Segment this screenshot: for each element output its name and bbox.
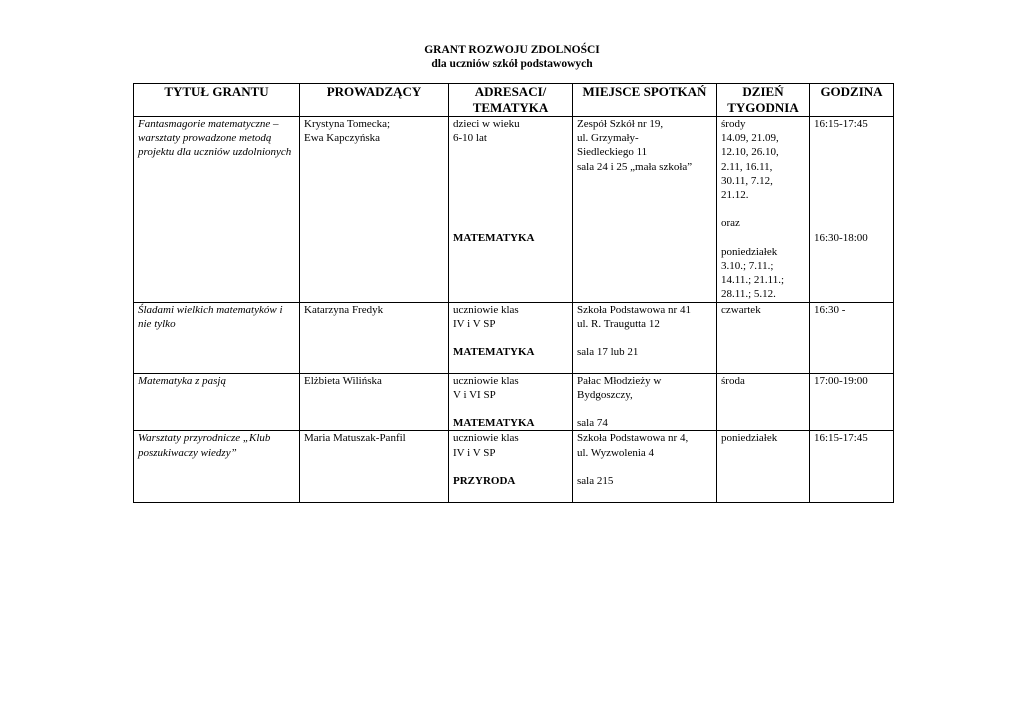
- time-cell: [810, 117, 894, 303]
- day-text: oraz: [721, 217, 740, 230]
- time-cell: [810, 431, 894, 503]
- day-text: 3.10.; 7.11.;: [721, 260, 774, 272]
- place-cell: [573, 302, 717, 373]
- header-place: [573, 84, 717, 117]
- document-title: GRANT ROZWOJU ZDOLNOŚCI: [424, 44, 600, 56]
- topic-label: MATEMATYKA: [453, 417, 535, 430]
- grant-title-cell: [134, 431, 300, 503]
- topic-label: MATEMATYKA: [453, 231, 535, 244]
- time-text: 17:00-19:00: [814, 374, 868, 387]
- audience-cell: [449, 431, 573, 503]
- day-text: środa: [721, 374, 745, 387]
- time-cell: [810, 373, 894, 431]
- day-text: 14.09, 21.09,: [721, 132, 779, 145]
- day-cell: [717, 373, 810, 431]
- place-text: Pałac Młodzieży w: [577, 374, 662, 387]
- place-text: ul. Grzymały-: [577, 132, 639, 145]
- grant-title: Śladami wielkich matematyków i nie tylko: [138, 303, 283, 330]
- time-text: 16:15-17:45: [814, 118, 868, 130]
- table-row: [134, 431, 894, 503]
- leader-name: Katarzyna Fredyk: [304, 303, 384, 316]
- time-text: 16:30-18:00: [814, 231, 868, 244]
- place-text: ul. Wyzwolenia 4: [577, 446, 655, 459]
- header-label: PROWADZĄCY: [326, 84, 422, 99]
- audience-text: uczniowie klas: [453, 303, 519, 316]
- table-row: [134, 373, 894, 431]
- audience-text: uczniowie klas: [453, 374, 519, 387]
- day-text: poniedziałek: [721, 245, 778, 258]
- audience-text: dzieci w wieku: [453, 118, 520, 130]
- topic-label: PRZYRODA: [453, 475, 516, 487]
- header-day: [717, 84, 810, 117]
- place-text: sala 24 i 25 „mała szkoła”: [577, 160, 693, 173]
- day-text: czwartek: [721, 303, 761, 316]
- audience-text: IV i V SP: [453, 446, 496, 459]
- day-text: 30.11, 7.12,: [721, 174, 773, 187]
- grant-title: Warsztaty przyrodnicze „Klub poszukiwaczy wiedzy”: [138, 432, 271, 459]
- day-cell: [717, 117, 810, 303]
- audience-cell: [449, 117, 573, 303]
- grant-table: [133, 83, 894, 503]
- place-text: ul. R. Traugutta 12: [577, 317, 660, 330]
- leaders-cell: [300, 431, 449, 503]
- place-text: Szkoła Podstawowa nr 41: [577, 303, 691, 316]
- leader-name: Ewa Kapczyńska: [304, 132, 381, 145]
- place-room: sala 215: [577, 475, 614, 487]
- header-label: MIEJSCE SPOTKAŃ: [582, 84, 707, 99]
- audience-text: IV i V SP: [453, 317, 496, 330]
- audience-text: uczniowie klas: [453, 432, 519, 445]
- grant-title: Fantasmagorie matematyczne – warsztaty prowadzone metodą projektu dla uczniów uzdolnionych: [138, 118, 292, 159]
- audience-cell: [449, 302, 573, 373]
- grant-title-cell: [134, 117, 300, 303]
- leaders-cell: [300, 373, 449, 431]
- header-label: GODZINA: [820, 84, 883, 99]
- place-cell: [573, 431, 717, 503]
- place-text: Siedleckiego 11: [577, 146, 648, 159]
- time-cell: [810, 302, 894, 373]
- table-row: [134, 302, 894, 373]
- audience-text: 6-10 lat: [453, 132, 487, 145]
- day-text: 14.11.; 21.11.;: [721, 274, 785, 287]
- leader-name: Maria Matuszak-Panfil: [304, 432, 406, 445]
- header-label: TEMATYKA: [472, 100, 549, 115]
- day-text: 21.12.: [721, 189, 749, 202]
- leader-name: Krystyna Tomecka;: [304, 118, 391, 130]
- place-room: sala 17 lub 21: [577, 346, 639, 359]
- place-cell: [573, 117, 717, 303]
- header-label: ADRESACI/: [474, 84, 547, 99]
- table-header-row: [134, 84, 894, 117]
- grant-title-cell: [134, 302, 300, 373]
- day-cell: [717, 431, 810, 503]
- day-text: 12.10, 26.10,: [721, 146, 779, 159]
- day-text: 28.11.; 5.12.: [721, 288, 776, 301]
- time-text: 16:30 -: [814, 303, 846, 316]
- place-text: Szkoła Podstawowa nr 4,: [577, 432, 689, 445]
- time-text: 16:15-17:45: [814, 432, 868, 445]
- header-grant-title: [134, 84, 300, 117]
- place-text: Zespół Szkół nr 19,: [577, 118, 664, 130]
- header-audience: [449, 84, 573, 117]
- leaders-cell: [300, 302, 449, 373]
- place-cell: [573, 373, 717, 431]
- leader-name: Elżbieta Wilińska: [304, 374, 382, 387]
- leaders-cell: [300, 117, 449, 303]
- header-label: DZIEŃ: [742, 84, 784, 99]
- header-label: TYTUŁ GRANTU: [164, 84, 269, 99]
- header-leaders: [300, 84, 449, 117]
- day-cell: [717, 302, 810, 373]
- header-label: TYGODNIA: [727, 100, 799, 115]
- audience-text: V i VI SP: [453, 388, 496, 401]
- document-subtitle: dla uczniów szkół podstawowych: [431, 58, 593, 70]
- topic-label: MATEMATYKA: [453, 346, 535, 359]
- header-time: [810, 84, 894, 117]
- grant-title: Matematyka z pasją: [138, 374, 226, 387]
- day-text: poniedziałek: [721, 432, 778, 445]
- grant-title-cell: [134, 373, 300, 431]
- day-text: 2.11, 16.11,: [721, 160, 773, 173]
- place-text: Bydgoszczy,: [577, 388, 633, 401]
- day-text: środy: [721, 118, 746, 130]
- place-room: sala 74: [577, 417, 608, 430]
- audience-cell: [449, 373, 573, 431]
- table-row: [134, 117, 894, 303]
